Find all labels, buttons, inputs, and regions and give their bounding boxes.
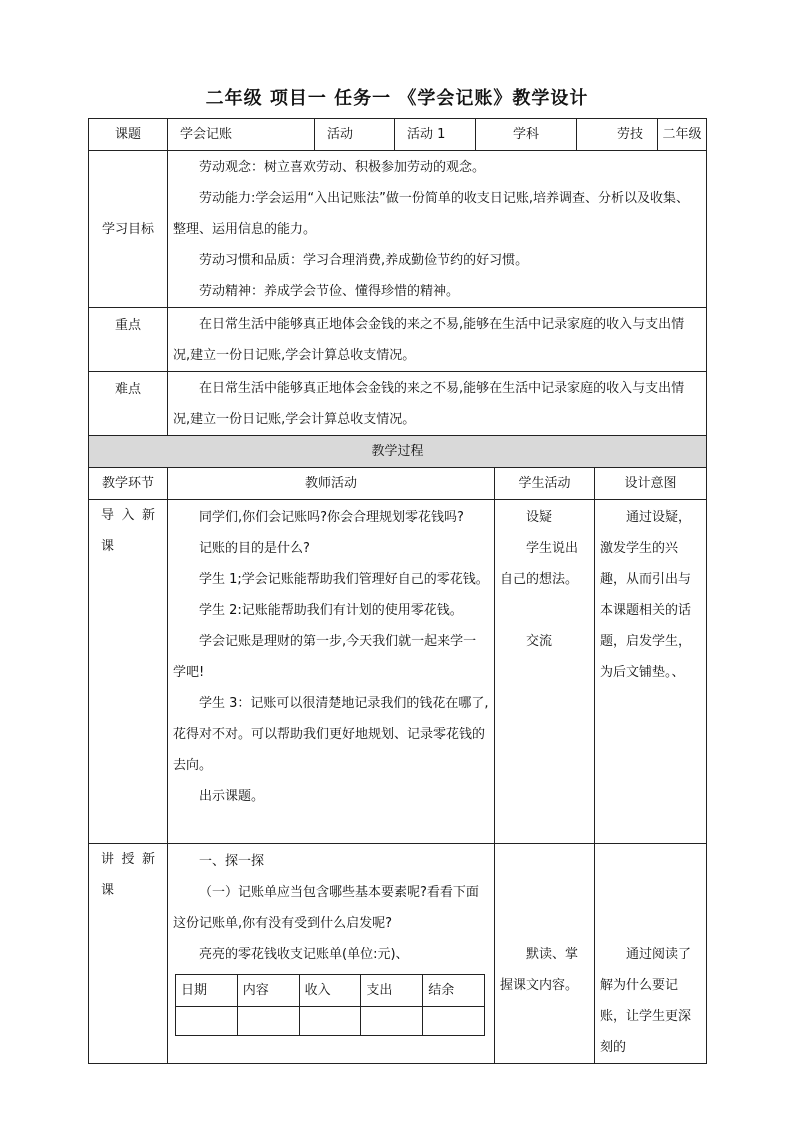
student-line: 设疑 bbox=[526, 510, 553, 525]
col-header-student: 学生活动 bbox=[495, 468, 595, 500]
teacher-line: 学会记账是理财的第一步,今天我们就一起来学一学吧! bbox=[173, 634, 477, 680]
teacher-line: 出示课题。 bbox=[199, 789, 265, 804]
ledger-header: 结余 bbox=[423, 975, 485, 1007]
topic-label: 课题 bbox=[89, 119, 168, 151]
student-line: 学生说出自己的想法。 bbox=[500, 541, 579, 587]
student-line: 交流 bbox=[526, 634, 553, 649]
lecture-student-activity bbox=[495, 844, 595, 1064]
grade-label-value bbox=[658, 119, 707, 151]
grade-value: 二年级 bbox=[662, 127, 702, 142]
intro-stage bbox=[89, 500, 168, 844]
document-title: 二年级 项目一 任务一 《学会记账》教学设计 bbox=[205, 88, 589, 109]
activity-value: 活动 1 bbox=[395, 119, 476, 151]
key-point-paragraph: 在日常生活中能够真正地体会金钱的来之不易,能够在生活中记录家庭的收入与支出情况,建立一份日记账,学会计算总收支情况。 bbox=[173, 316, 685, 363]
key-point-text bbox=[168, 308, 707, 372]
lesson-plan-table bbox=[88, 118, 707, 1064]
teacher-line: 一、探一探 bbox=[199, 854, 265, 869]
lecture-teacher-activity bbox=[168, 844, 495, 1064]
process-section-title: 教学过程 bbox=[89, 436, 707, 468]
ledger-table bbox=[175, 974, 485, 1036]
lecture-stage-label: 讲 授 新课 bbox=[101, 852, 155, 898]
teacher-line: 学生 3：记账可以很清楚地记录我们的钱花在哪了,花得对不对。可以帮助我们更好地规划、记录零花钱的去向。 bbox=[173, 696, 489, 773]
objective-item: 劳动观念：树立喜欢劳动、积极参加劳动的观念。 bbox=[199, 159, 486, 175]
activity-label: 活动 bbox=[315, 119, 395, 151]
ledger-header: 支出 bbox=[361, 975, 423, 1007]
ledger-header: 收入 bbox=[299, 975, 361, 1007]
subject-label: 学科 bbox=[476, 119, 577, 151]
teacher-line: 学生 1;学会记账能帮助我们管理好自己的零花钱。 bbox=[199, 572, 489, 587]
lecture-stage bbox=[89, 844, 168, 1064]
intro-design-intent bbox=[595, 500, 707, 844]
intro-stage-label: 导 入 新课 bbox=[101, 508, 155, 554]
spacer bbox=[500, 846, 589, 939]
difficulty-text bbox=[168, 372, 707, 436]
lecture-design-intent bbox=[595, 844, 707, 1064]
key-point-label: 重点 bbox=[89, 308, 168, 372]
teacher-line: 亮亮的零花钱收支记账单(单位:元)、 bbox=[199, 947, 409, 962]
intro-teacher-activity bbox=[168, 500, 495, 844]
spacer bbox=[500, 595, 589, 626]
subject-value: 劳技 bbox=[577, 119, 658, 151]
student-line: 默读、掌握课文内容。 bbox=[500, 947, 579, 993]
intent-text: 通过设疑，激发学生的兴趣，从而引出与本课题相关的话题，启发学生，为后文铺垫。、 bbox=[600, 510, 692, 680]
spacer bbox=[600, 846, 701, 939]
teacher-line: 同学们,你们会记账吗?你会合理规划零花钱吗? bbox=[199, 510, 464, 525]
col-header-stage: 教学环节 bbox=[89, 468, 168, 500]
objectives-content bbox=[168, 151, 707, 308]
col-header-intent: 设计意图 bbox=[595, 468, 707, 500]
intro-student-activity bbox=[495, 500, 595, 844]
teacher-line: （一）记账单应当包含哪些基本要素呢?看看下面这份记账单,你有没有受到什么启发呢? bbox=[173, 885, 479, 931]
difficulty-paragraph: 在日常生活中能够真正地体会金钱的来之不易,能够在生活中记录家庭的收入与支出情况,建立一份日记账,学会计算总收支情况。 bbox=[173, 380, 685, 427]
ledger-header: 内容 bbox=[237, 975, 299, 1007]
objective-item: 劳动习惯和品质：学习合理消费,养成勤俭节约的好习惯。 bbox=[199, 252, 529, 268]
teacher-line: 学生 2:记账能帮助我们有计划的使用零花钱。 bbox=[199, 603, 463, 618]
ledger-header: 日期 bbox=[176, 975, 238, 1007]
objectives-label: 学习目标 bbox=[89, 151, 168, 308]
topic-value: 学会记账 bbox=[168, 119, 315, 151]
objective-item: 劳动精神：养成学会节俭、懂得珍惜的精神。 bbox=[199, 283, 460, 299]
difficulty-label: 难点 bbox=[89, 372, 168, 436]
intent-text: 通过阅读了解为什么要记账，让学生更深刻的 bbox=[600, 947, 692, 1055]
col-header-teacher: 教师活动 bbox=[168, 468, 495, 500]
objective-item: 劳动能力:学会运用“入出记账法”做一份简单的收支日记账,培养调查、分析以及收集、整理、运用信息的能力。 bbox=[173, 190, 689, 237]
teacher-line: 记账的目的是什么? bbox=[199, 541, 310, 556]
